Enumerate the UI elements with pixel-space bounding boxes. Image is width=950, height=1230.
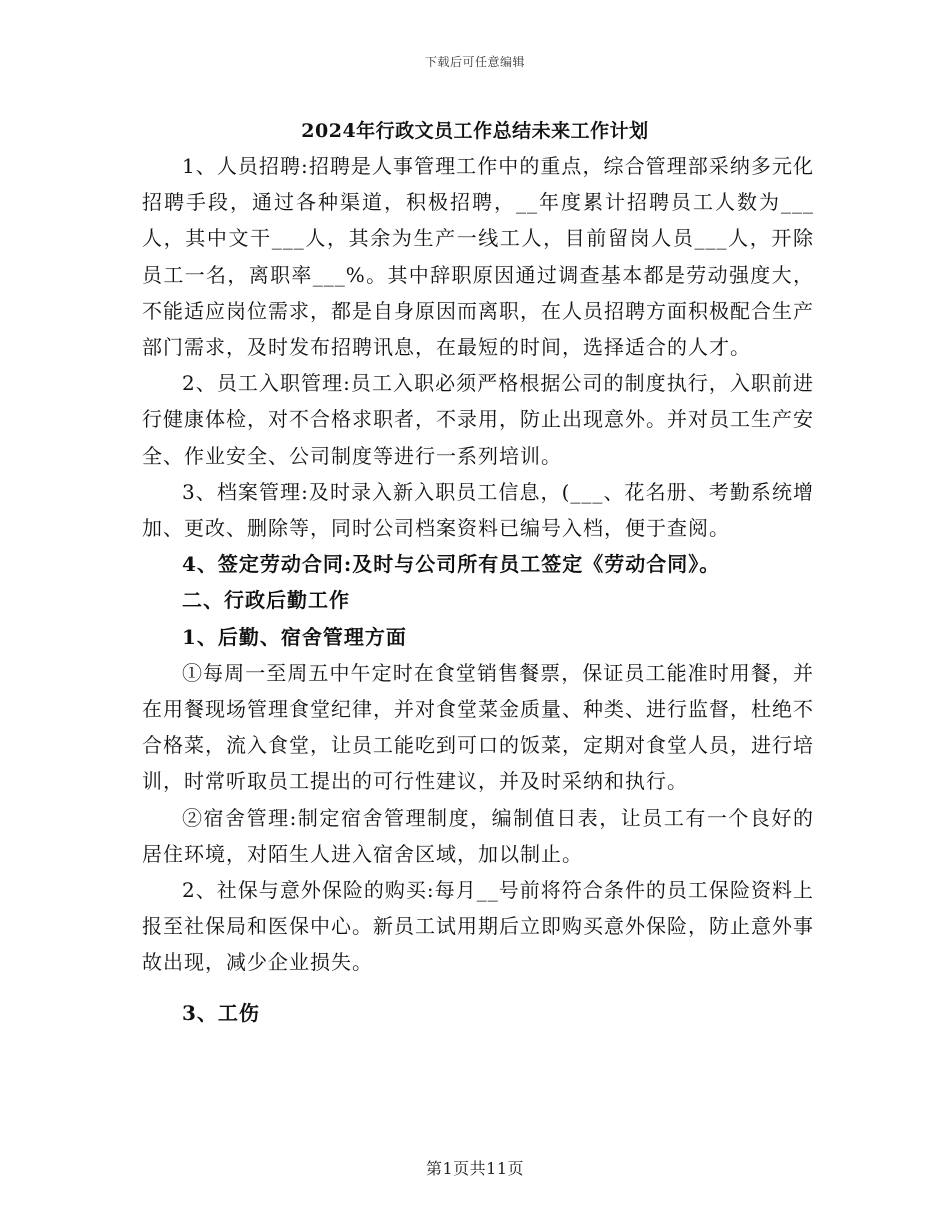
paragraph-dormitory: ②宿舍管理:制定宿舍管理制度，编制值日表，让员工有一个良好的居住环境，对陌生人进入宿舍区域，加以制止。 bbox=[142, 805, 814, 866]
subheading-dormitory: 1、后勤、宿舍管理方面 bbox=[182, 624, 407, 649]
paragraph-archive: 3、档案管理:及时录入新入职员工信息，(___、花名册、考勤系统增加、更改、删除等，同时公司档案资料已编号入档，便于查阅。 bbox=[142, 479, 814, 541]
paragraph-insurance: 2、社保与意外保险的购买:每月__号前将符合条件的员工保险资料上报至社保局和医保中心。新员工试用期后立即购买意外保险，防止意外事故出现，减少企业损失。 bbox=[142, 878, 814, 975]
section-heading-admin-logistics: 二、行政后勤工作 bbox=[182, 588, 350, 613]
header-note: 下载后可任意编辑 bbox=[424, 55, 525, 69]
paragraph-onboarding: 2、员工入职管理:员工入职必须严格根据公司的制度执行，入职前进行健康体检，对不合格求职者，不录用，防止出现意外。并对员工生产安全、作业安全、公司制度等进行一系列培训。 bbox=[142, 371, 814, 468]
subheading-work-injury: 3、工伤 bbox=[182, 1000, 260, 1025]
document-body bbox=[142, 148, 814, 1031]
document-title: 2024年行政文员工作总结未来工作计划 bbox=[301, 120, 649, 142]
paragraph-recruitment: 1、人员招聘:招聘是人事管理工作中的重点，综合管理部采纳多元化招聘手段，通过各种渠道，积极招聘，__年度累计招聘员工人数为___人，其中文干___人，其余为生产一线工人，目前留岗人员___人，开除员工一名，离职率___%。其中辞职原因通过调查基本都是劳动强度大，不能适应岗位需求，都是自身原因而离职，在人员招聘方面积极配合生产部门需求，及时发布招聘讯息，在最短的时间，选择适合的人才。 bbox=[142, 154, 814, 360]
paragraph-labor-contract: 4、签定劳动合同:及时与公司所有员工签定《劳动合同》。 bbox=[182, 552, 721, 577]
paragraph-canteen: ①每周一至周五中午定时在食堂销售餐票，保证员工能准时用餐，并在用餐现场管理食堂纪律，并对食堂菜金质量、种类、进行监督，杜绝不合格菜，流入食堂，让员工能吃到可口的饭菜，定期对食堂人员，进行培训，时常听取员工提出的可行性建议，并及时采纳和执行。 bbox=[142, 660, 814, 794]
page-number: 第1页共11页 bbox=[425, 1159, 525, 1178]
